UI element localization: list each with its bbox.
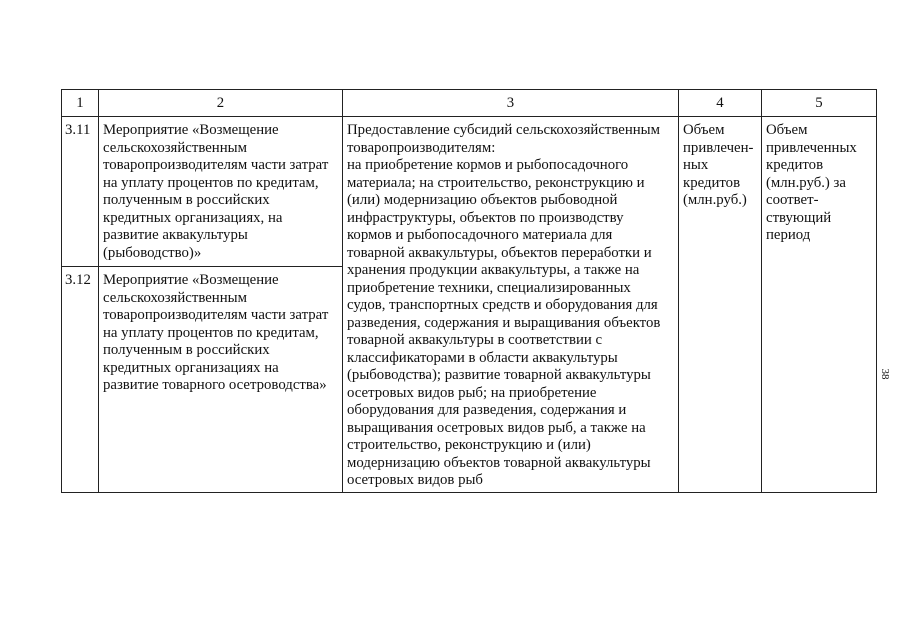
- indicator-period-text-line: привлеченных: [766, 139, 857, 156]
- row-number: 3.11: [65, 122, 91, 138]
- indicator-text-line: (млн.руб.): [683, 192, 747, 208]
- measure-text-line: развитие аквакультуры: [103, 227, 248, 243]
- measure-text-line: развитие товарного осетроводства»: [103, 377, 327, 393]
- measure-text-line: товаропроизводителям части затрат: [103, 307, 329, 323]
- indicator-period-text-line: (млн.руб.) за: [766, 174, 846, 191]
- description-text-line: кормов и рыбопосадочного материала для: [347, 227, 613, 243]
- description-text-line: классификаторами в области аквакультуры: [347, 349, 618, 366]
- measure-text-line: сельскохозяйственным: [103, 139, 247, 156]
- description-text-line: оборудования для разведения, содержания и: [347, 402, 627, 418]
- indicator-period-text-line: ствующий: [766, 209, 832, 226]
- description-text-line: осетровых видов рыб: [347, 472, 483, 488]
- measure-text-line: Мероприятие «Возмещение: [103, 272, 279, 288]
- measure-text-line: (рыбоводство)»: [103, 244, 202, 261]
- description-text-line: товаропроизводителям:: [347, 139, 496, 156]
- measure-cell: [98, 266, 343, 493]
- indicator-period-text-line: период: [766, 227, 811, 243]
- measure-text-line: полученным в российских: [103, 342, 270, 358]
- measure-text-line: сельскохозяйственным: [103, 289, 247, 306]
- description-text-line: осетровых видов рыб; на приобретение: [347, 384, 597, 401]
- measure-text-line: на уплату процентов по кредитам,: [103, 324, 319, 341]
- description-text-line: судов, транспортных средств и оборудования для: [347, 297, 658, 313]
- description-text-line: Предоставление субсидий сельскохозяйственным: [347, 122, 660, 138]
- description-text-line: (или) модернизацию объектов рыбоводной: [347, 192, 618, 208]
- header-cell-1: 1: [61, 89, 99, 117]
- description-text-line: материала; на строительство, реконструкцию и: [347, 174, 645, 191]
- indicator-text-line: привлечен-: [683, 139, 754, 156]
- measure-text-line: полученным в российских: [103, 192, 270, 208]
- row-number-cell: [61, 266, 99, 493]
- measure-text-line: на уплату процентов по кредитам,: [103, 174, 319, 191]
- indicator-period-text-line: соответ-: [766, 192, 819, 208]
- measure-cell: [98, 116, 343, 267]
- description-text-line: выращивания осетровых видов рыб, а также на: [347, 419, 646, 436]
- indicator-text-line: ных: [683, 157, 709, 173]
- subsidy-description-cell: [342, 116, 679, 493]
- description-text-line: модернизацию объектов товарной аквакультуры: [347, 454, 651, 471]
- measure-text-line: кредитных организациях на: [103, 359, 279, 376]
- measure-text-line: Мероприятие «Возмещение: [103, 122, 279, 138]
- header-cell-3: 3: [342, 89, 679, 117]
- indicator-text-line: кредитов: [683, 174, 741, 191]
- row-number: 3.12: [65, 272, 91, 288]
- description-text-line: товарной аквакультуры, объектов переработки и: [347, 244, 652, 261]
- page-number: 38: [879, 368, 891, 380]
- header-cell-2: 2: [98, 89, 343, 117]
- description-text-line: товарной аквакультуры в соответствии с: [347, 332, 603, 348]
- measure-text-line: кредитных организациях, на: [103, 209, 283, 226]
- description-text-line: (рыбоводства); развитие товарной аквакультуры: [347, 367, 651, 383]
- indicator-text-line: Объем: [683, 122, 725, 138]
- description-text-line: строительство, реконструкцию и (или): [347, 437, 591, 453]
- indicator-period-text-line: Объем: [766, 122, 808, 138]
- indicator-period-text-line: кредитов: [766, 157, 824, 173]
- measure-text-line: товаропроизводителям части затрат: [103, 157, 329, 173]
- description-text-line: на приобретение кормов и рыбопосадочного: [347, 157, 629, 173]
- indicator-cell: [678, 116, 762, 493]
- description-text-line: разведения, содержания и выращивания объектов: [347, 314, 661, 331]
- header-cell-4: 4: [678, 89, 762, 117]
- header-cell-5: 5: [761, 89, 877, 117]
- description-text-line: приобретение техники, специализированных: [347, 279, 631, 296]
- row-number-cell: [61, 116, 99, 267]
- description-text-line: хранения продукции аквакультуры, а также на: [347, 262, 640, 278]
- indicator-period-cell: [761, 116, 877, 493]
- description-text-line: инфраструктуры, объектов по производству: [347, 209, 624, 226]
